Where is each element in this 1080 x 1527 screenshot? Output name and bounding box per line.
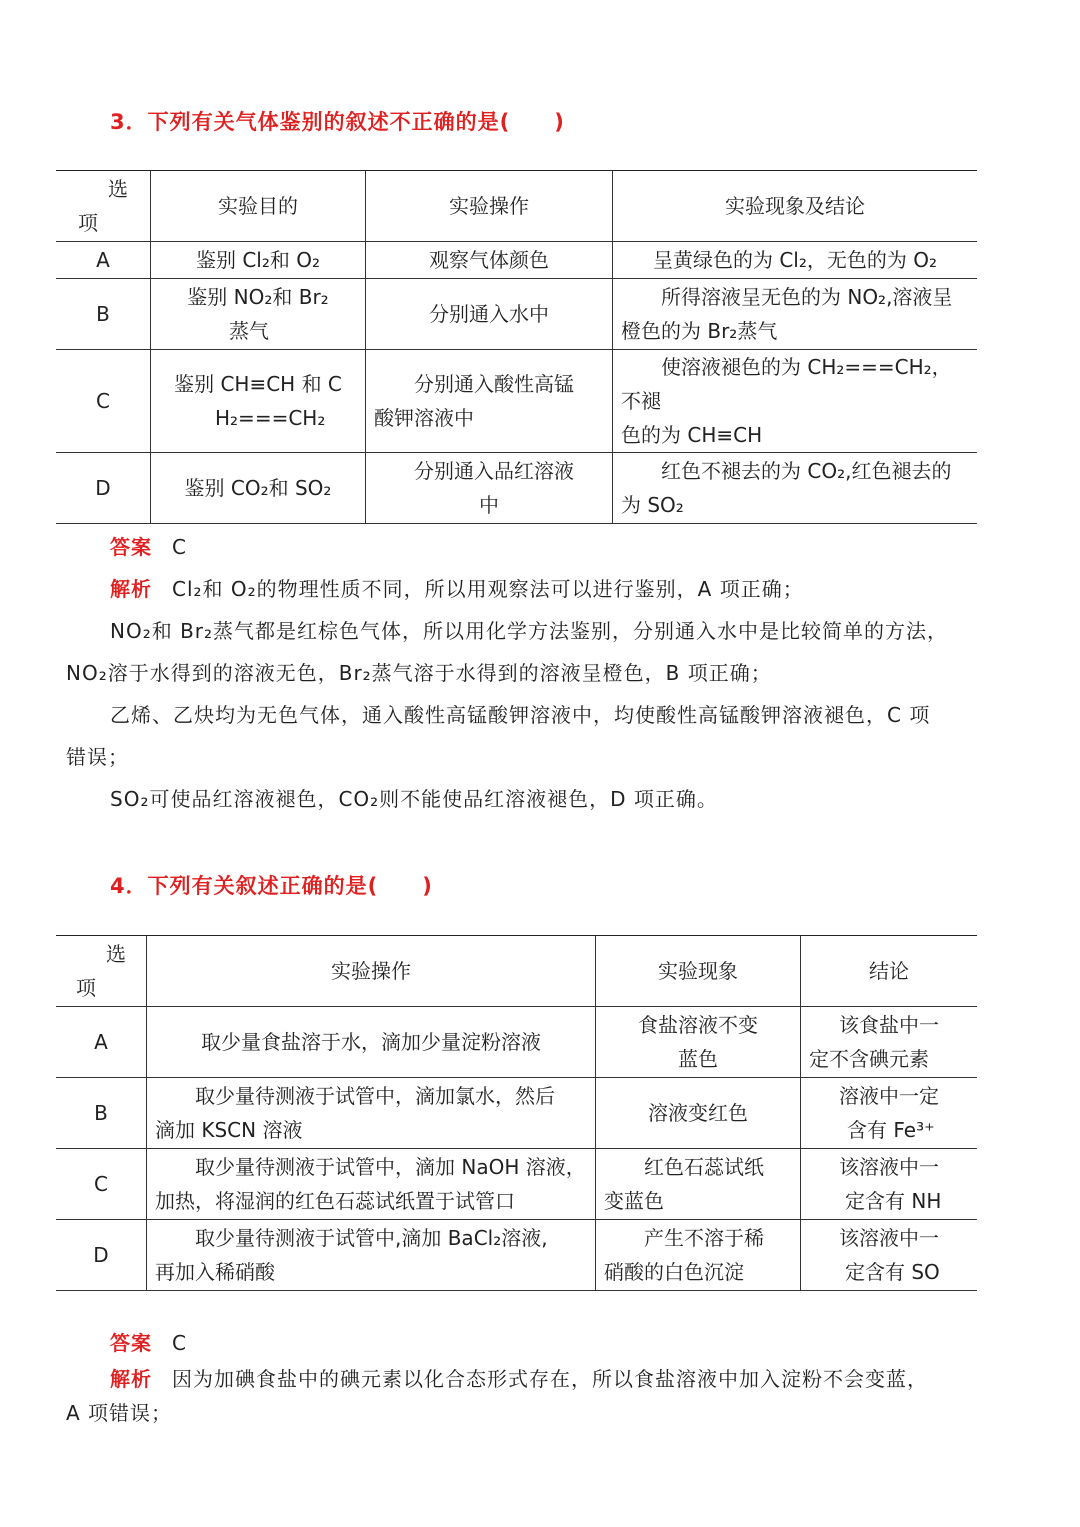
analysis-line: 因为加碘食盐中的碘元素以化合态形式存在，所以食盐溶液中加入淀粉不会变蓝，: [172, 1367, 928, 1391]
question-3-answer: [66, 526, 1016, 820]
row-option: A: [56, 1007, 147, 1078]
header-option: 选 项: [56, 936, 147, 1007]
row-operation: 分别通入水中: [366, 279, 613, 350]
table-header-row: [56, 171, 977, 242]
row-result: 所得溶液呈无色的为 NO₂,溶液呈 橙色的为 Br₂蒸气: [613, 279, 978, 350]
row-conclusion: 该溶液中一 定含有 SO: [801, 1220, 978, 1291]
question-4-answer: [66, 1324, 1016, 1430]
header-operation: 实验操作: [366, 171, 613, 242]
row-result: 产生不溶于稀 硝酸的白色沉淀: [596, 1220, 801, 1291]
row-conclusion: 溶液中一定 含有 Fe³⁺: [801, 1078, 978, 1149]
table-row: [56, 1007, 977, 1078]
row-option: C: [56, 1149, 147, 1220]
analysis-line: A 项错误；: [66, 1401, 173, 1425]
row-option: D: [56, 1220, 147, 1291]
header-operation: 实验操作: [147, 936, 596, 1007]
table-row: [56, 1078, 977, 1149]
row-operation: 取少量待测液于试管中,滴加 BaCl₂溶液, 再加入稀硝酸: [147, 1220, 596, 1291]
row-result: 红色不褪去的为 CO₂,红色褪去的 为 SO₂: [613, 453, 978, 524]
question-4-table: [56, 935, 977, 1291]
row-operation: 取少量待测液于试管中，滴加 NaOH 溶液， 加热，将湿润的红色石蕊试纸置于试管口: [147, 1149, 596, 1220]
table-row: [56, 453, 977, 524]
row-operation: 分别通入品红溶液 中: [366, 453, 613, 524]
header-option: 选 项: [56, 171, 151, 242]
analysis-line: NO₂和 Br₂蒸气都是红棕色气体，所以用化学方法鉴别，分别通入水中是比较简单的方法，: [110, 619, 949, 643]
row-option: B: [56, 1078, 147, 1149]
row-result: 溶液变红色: [596, 1078, 801, 1149]
header-conclusion: 结论: [801, 936, 978, 1007]
row-operation: 观察气体颜色: [366, 242, 613, 279]
analysis-label: 解析: [110, 1367, 152, 1391]
table-row: [56, 350, 977, 453]
row-result: 使溶液褪色的为 CH₂===CH₂，不褪 色的为 CH≡CH: [613, 350, 978, 453]
analysis-line: 乙烯、乙炔均为无色气体，通入酸性高锰酸钾溶液中，均使酸性高锰酸钾溶液褪色，C 项: [110, 703, 931, 727]
analysis-line: Cl₂和 O₂的物理性质不同，所以用观察法可以进行鉴别，A 项正确；: [172, 577, 804, 601]
row-purpose: 鉴别 CH≡CH 和 C H₂===CH₂: [151, 350, 366, 453]
table-row: [56, 242, 977, 279]
row-result: 呈黄绿色的为 Cl₂，无色的为 O₂: [613, 242, 978, 279]
row-option: C: [56, 350, 151, 453]
table-row: [56, 279, 977, 350]
table-header-row: [56, 936, 977, 1007]
row-option: B: [56, 279, 151, 350]
question-4-title: 4．下列有关叙述正确的是( ): [110, 874, 433, 898]
row-option: A: [56, 242, 151, 279]
table-row: [56, 1220, 977, 1291]
analysis-line: SO₂可使品红溶液褪色，CO₂则不能使品红溶液褪色，D 项正确。: [110, 787, 718, 811]
answer-label: 答案: [110, 1331, 152, 1355]
analysis-line: NO₂溶于水得到的溶液无色，Br₂蒸气溶于水得到的溶液呈橙色，B 项正确；: [66, 661, 772, 685]
row-conclusion: 该食盐中一 定不含碘元素: [801, 1007, 978, 1078]
row-conclusion: 该溶液中一 定含有 NH: [801, 1149, 978, 1220]
header-purpose: 实验目的: [151, 171, 366, 242]
row-operation: 取少量食盐溶于水，滴加少量淀粉溶液: [147, 1007, 596, 1078]
row-operation: 取少量待测液于试管中，滴加氯水，然后 滴加 KSCN 溶液: [147, 1078, 596, 1149]
question-3-table: [56, 170, 977, 524]
header-result: 实验现象: [596, 936, 801, 1007]
question-3-title: 3．下列有关气体鉴别的叙述不正确的是( ): [110, 110, 565, 134]
answer-value: C: [172, 535, 187, 559]
row-purpose: 鉴别 CO₂和 SO₂: [151, 453, 366, 524]
analysis-label: 解析: [110, 577, 152, 601]
answer-label: 答案: [110, 535, 152, 559]
row-result: 红色石蕊试纸 变蓝色: [596, 1149, 801, 1220]
row-result: 食盐溶液不变 蓝色: [596, 1007, 801, 1078]
header-result: 实验现象及结论: [613, 171, 978, 242]
table-row: [56, 1149, 977, 1220]
row-purpose: 鉴别 NO₂和 Br₂ 蒸气: [151, 279, 366, 350]
analysis-line: 错误；: [66, 745, 129, 769]
row-purpose: 鉴别 Cl₂和 O₂: [151, 242, 366, 279]
row-option: D: [56, 453, 151, 524]
answer-value: C: [172, 1331, 187, 1355]
row-operation: 分别通入酸性高锰 酸钾溶液中: [366, 350, 613, 453]
